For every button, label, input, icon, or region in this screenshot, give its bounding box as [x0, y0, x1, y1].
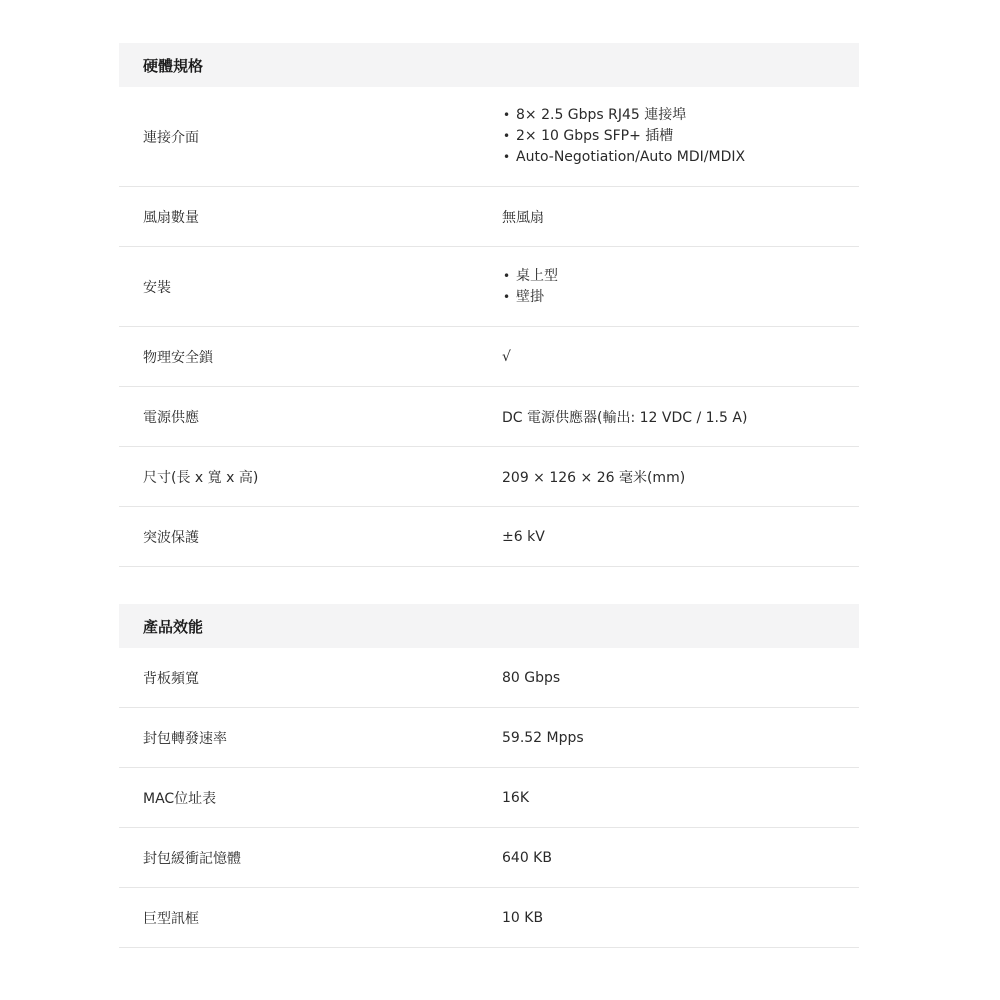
spec-row-surge-protection: [119, 507, 859, 567]
list-item: • 8× 2.5 Gbps RJ45 連接埠: [502, 105, 859, 126]
spec-label: 背板頻寬: [143, 670, 199, 687]
spec-label: 封包緩衝記憶體: [143, 850, 241, 867]
spec-row-fan: [119, 187, 859, 247]
mounting-list: [502, 266, 859, 308]
spec-value: √: [502, 348, 511, 365]
section-title: 硬體規格: [119, 43, 859, 87]
spec-label: 安裝: [143, 279, 171, 296]
spec-value: 80 Gbps: [502, 669, 561, 686]
spec-row-dimensions: [119, 447, 859, 507]
spec-label: 封包轉發速率: [143, 730, 227, 747]
spec-value: 無風扇: [502, 209, 544, 226]
spec-row-power: [119, 387, 859, 447]
list-item: • 壁掛: [502, 287, 859, 308]
list-item: • 桌上型: [502, 266, 859, 287]
hardware-spec-section: [119, 43, 859, 567]
spec-row-interface: [119, 87, 859, 187]
section-title: 產品效能: [119, 604, 859, 648]
spec-row-jumbo-frame: [119, 888, 859, 948]
spec-value: 209 × 126 × 26 毫米(mm): [502, 469, 686, 486]
spec-row-backplane: [119, 648, 859, 708]
spec-value: [502, 266, 859, 308]
spec-label: MAC位址表: [143, 790, 217, 807]
spec-label: 風扇數量: [143, 209, 199, 226]
spec-label: 突波保護: [143, 529, 199, 546]
list-item: • 2× 10 Gbps SFP+ 插槽: [502, 126, 859, 147]
spec-row-forwarding-rate: [119, 708, 859, 768]
spec-value: 640 KB: [502, 849, 552, 866]
spec-value: DC 電源供應器(輸出: 12 VDC / 1.5 A): [502, 409, 748, 426]
spec-value: 59.52 Mpps: [502, 729, 584, 746]
spec-value: 16K: [502, 789, 529, 806]
spec-label: 物理安全鎖: [143, 349, 213, 366]
spec-label: 連接介面: [143, 129, 199, 146]
spec-value: 10 KB: [502, 909, 544, 926]
spec-value: [502, 105, 859, 168]
spec-label: 巨型訊框: [143, 910, 199, 927]
performance-spec-section: [119, 604, 859, 948]
spec-label: 電源供應: [143, 409, 199, 426]
spec-label: 尺寸(長 x 寬 x 高): [143, 469, 259, 486]
spec-row-mac-table: [119, 768, 859, 828]
interface-list: [502, 105, 859, 168]
list-item: • Auto-Negotiation/Auto MDI/MDIX: [502, 147, 859, 168]
spec-value: ±6 kV: [502, 528, 545, 545]
spec-row-mounting: [119, 247, 859, 327]
spec-row-security-lock: [119, 327, 859, 387]
spec-row-packet-buffer: [119, 828, 859, 888]
